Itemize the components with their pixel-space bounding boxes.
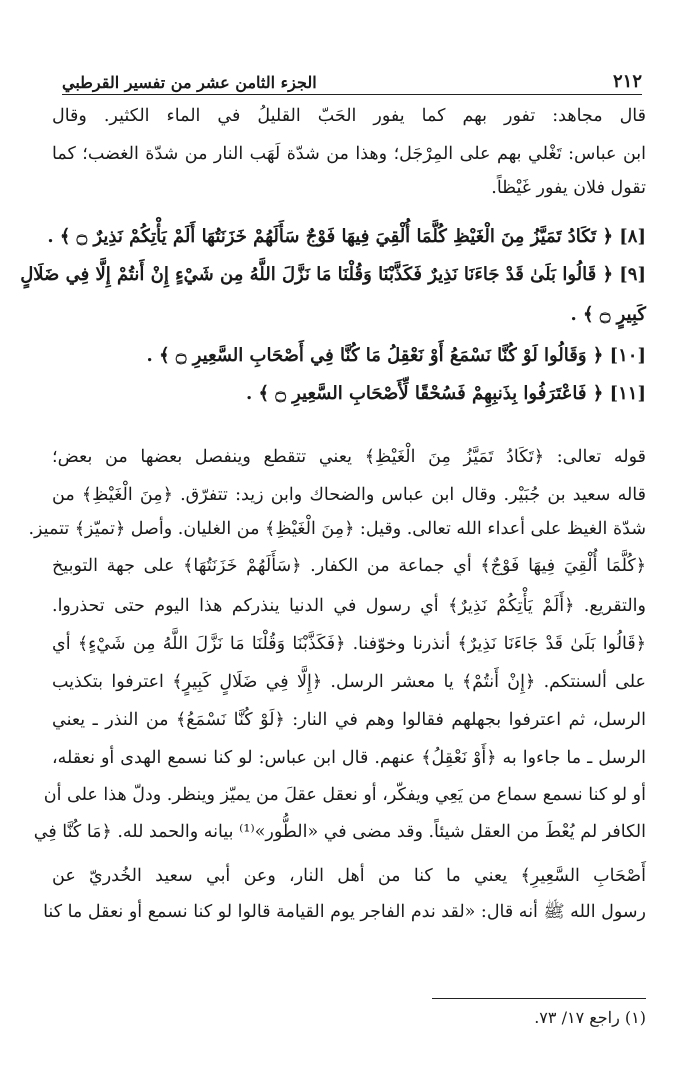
text-line: ﴿قَالُوا بَلَىٰ قَدْ جَاءَنَا نَذِيرٌ﴾ أنذرنا وخوّفنا. ﴿فَكَذَّبْنَا وَقُلْنَا مَا نَزَّلَ اللَّهُ مِن شَيْءٍ﴾ أي	[52, 634, 646, 654]
text-line: قال مجاهد: تفور بهم كما يفور الحَبّ القليلُ في الماء الكثير. وقال	[52, 106, 646, 126]
footnote: (١) راجع ١٧/ ٧٣.	[534, 1008, 646, 1027]
header-divider	[62, 94, 642, 95]
text-line: أو لو كنا نسمع سماع من يَعِي ويفكّر، أو نعقل عقلَ من يميّز وينظر. ودلّ هذا على أن	[43, 785, 646, 805]
footnote-divider	[432, 998, 646, 999]
text-line: قاله سعيد بن جُبَيْر. وقال ابن عباس والضحاك وابن زيد: تتفرّق. ﴿مِنَ الْغَيْظِ﴾ من	[52, 485, 646, 505]
text-line: شدّة الغيظ على أعداء الله تعالى. وقيل: ﴿مِنَ الْغَيْظِ﴾ من الغليان. وأصل ﴿تميّز﴾ تتميز.	[28, 519, 646, 539]
text-line: الكافر لم يُعْطَ من العقل شيئاً. وقد مضى في «الطُّور»⁽¹⁾ بيانه والحمد لله. ﴿مَا كُنَّا فِي	[33, 822, 646, 842]
text-line: والتقريع. ﴿أَلَمْ يَأْتِكُمْ نَذِيرٌ﴾ أي رسول في الدنيا ينذركم هذا اليوم حتى تحذروا.	[52, 596, 646, 616]
verse-line: [١١] ﴿ فَاعْتَرَفُوا بِذَنبِهِمْ فَسُحْقًا لِّأَصْحَابِ السَّعِيرِ ۝ ﴾ .	[245, 383, 646, 404]
verse-line: كَبِيرٍ ۝ ﴾ .	[570, 304, 646, 325]
text-line: الرسل، ثم اعترفوا بجهلهم فقالوا وهم في النار: ﴿لَوْ كُنَّا نَسْمَعُ﴾ من النذر ـ يعني	[52, 710, 646, 730]
page-number: ٢١٢	[612, 71, 642, 92]
text-line: الرسل ـ ما جاءوا به ﴿أَوْ نَعْقِلُ﴾ عنهم. قال ابن عباس: لو كنا نسمع الهدى أو نعقله،	[52, 748, 646, 768]
text-line: رسول الله ﷺ أنه قال: «لقد ندم الفاجر يوم القيامة قالوا لو كنا نسمع أو نعقل ما كنا	[43, 902, 646, 922]
verse-line: [٨] ﴿ تَكَادُ تَمَيَّزُ مِنَ الْغَيْظِ كُلَّمَا أُلْقِيَ فِيهَا فَوْجٌ سَأَلَهُمْ خَزَنَتُهَا أَلَمْ يَأْتِكُمْ نَذِيرٌ ۝ ﴾ .	[47, 226, 646, 247]
verse-line: [١٠] ﴿ وَقَالُوا لَوْ كُنَّا نَسْمَعُ أَوْ نَعْقِلُ مَا كُنَّا فِي أَصْحَابِ السَّعِيرِ ۝ ﴾ .	[146, 345, 646, 366]
text-line: ﴿كُلَّمَا أُلْقِيَ فِيهَا فَوْجٌ﴾ أي جماعة من الكفار. ﴿سَأَلَهُمْ خَزَنَتُهَا﴾ على جهة التوبيخ	[52, 556, 646, 576]
text-line: أَصْحَابِ السَّعِيرِ﴾ يعني ما كنا من أهل النار، وعن أبي سعيد الخُدريّ عن	[52, 866, 646, 886]
running-title: الجزء الثامن عشر من تفسير القرطبي	[62, 73, 317, 92]
text-line: تقول فلان يفور غَيْظاً.	[491, 178, 646, 198]
page-header	[62, 66, 642, 92]
verse-line: [٩] ﴿ قَالُوا بَلَىٰ قَدْ جَاءَنَا نَذِيرٌ فَكَذَّبْنَا وَقُلْنَا مَا نَزَّلَ اللَّهُ مِن شَيْءٍ إِنْ أَنتُمْ إِلَّا فِي ضَلَالٍ	[20, 264, 646, 285]
text-line: على ألسنتكم. ﴿إِنْ أَنتُمْ﴾ يا معشر الرسل. ﴿إِلَّا فِي ضَلَالٍ كَبِيرٍ﴾ اعترفوا بتكذيب	[52, 672, 646, 692]
text-line: قوله تعالى: ﴿تَكَادُ تَمَيَّزُ مِنَ الْغَيْظِ﴾ يعني تتقطع وينفصل بعضها من بعض؛	[52, 447, 646, 467]
text-line: ابن عباس: تَغْلي بهم على المِرْجَل؛ وهذا من شدّة لَهَب النار من شدّة الغضب؛ كما	[52, 144, 646, 164]
